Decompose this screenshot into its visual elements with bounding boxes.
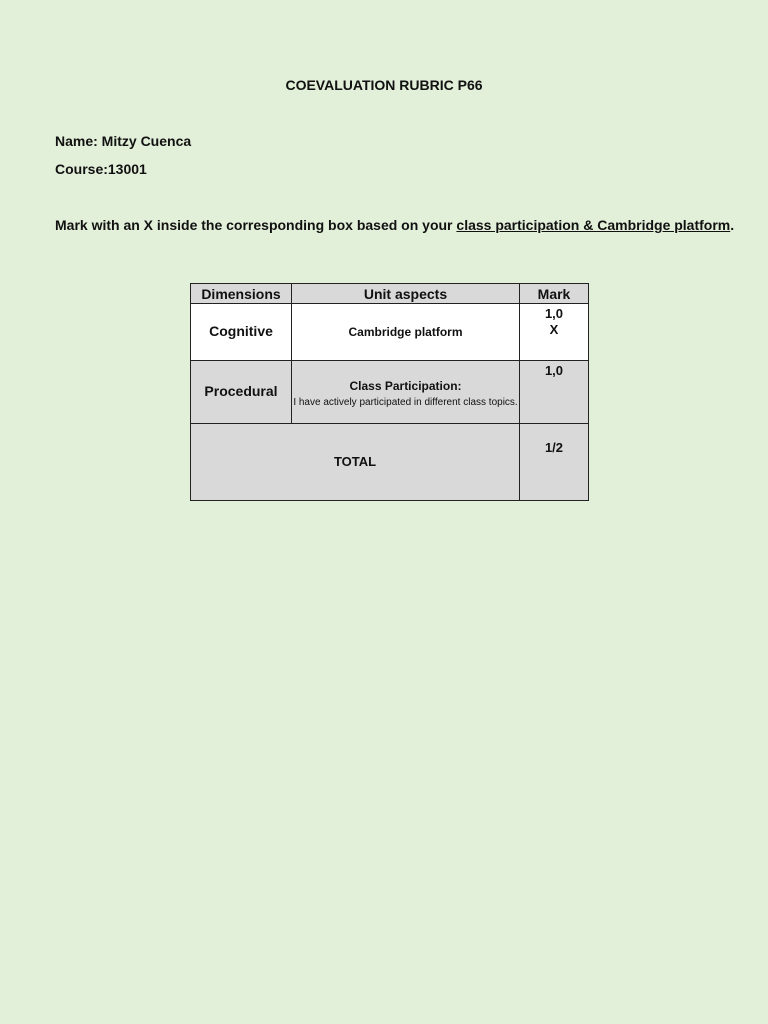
rubric-table [190, 283, 589, 501]
instructions-prefix: Mark with an X inside the corresponding box based on your [55, 217, 457, 233]
mark-cell[interactable] [520, 304, 589, 361]
rubric-header-row [191, 284, 589, 304]
dimension-label: Cognitive [209, 323, 273, 339]
mark-value: 1,0 [544, 306, 564, 321]
rubric-row-procedural [191, 361, 589, 424]
total-label: TOTAL [333, 454, 377, 469]
instructions [55, 217, 734, 233]
aspect-title: Cambridge platform [348, 325, 463, 339]
total-label-cell [191, 424, 520, 501]
aspect-cell [292, 304, 520, 361]
course-number: Course:13001 [55, 161, 147, 177]
header-unit-aspects: Unit aspects [292, 284, 520, 304]
student-name: Name: Mitzy Cuenca [55, 133, 192, 149]
document-title: COEVALUATION RUBRIC P66 [285, 77, 483, 93]
mark-x: X [549, 322, 559, 337]
rubric-total-row [191, 424, 589, 501]
instructions-underlined: class participation & Cambridge platform [456, 217, 731, 233]
instructions-suffix: . [730, 217, 735, 233]
aspect-cell [292, 361, 520, 424]
mark-cell[interactable] [520, 361, 589, 424]
total-value: 1/2 [544, 440, 564, 455]
dimension-label: Procedural [204, 383, 278, 399]
header-mark: Mark [520, 284, 589, 304]
aspect-title: Class Participation: [349, 378, 462, 393]
rubric-row-cognitive [191, 304, 589, 361]
header-dimensions: Dimensions [191, 284, 292, 304]
dimension-cell [191, 361, 292, 424]
total-mark-cell[interactable] [520, 424, 589, 501]
mark-value: 1,0 [544, 363, 564, 378]
aspect-detail: I have actively participated in different class topics. [293, 396, 518, 408]
dimension-cell [191, 304, 292, 361]
